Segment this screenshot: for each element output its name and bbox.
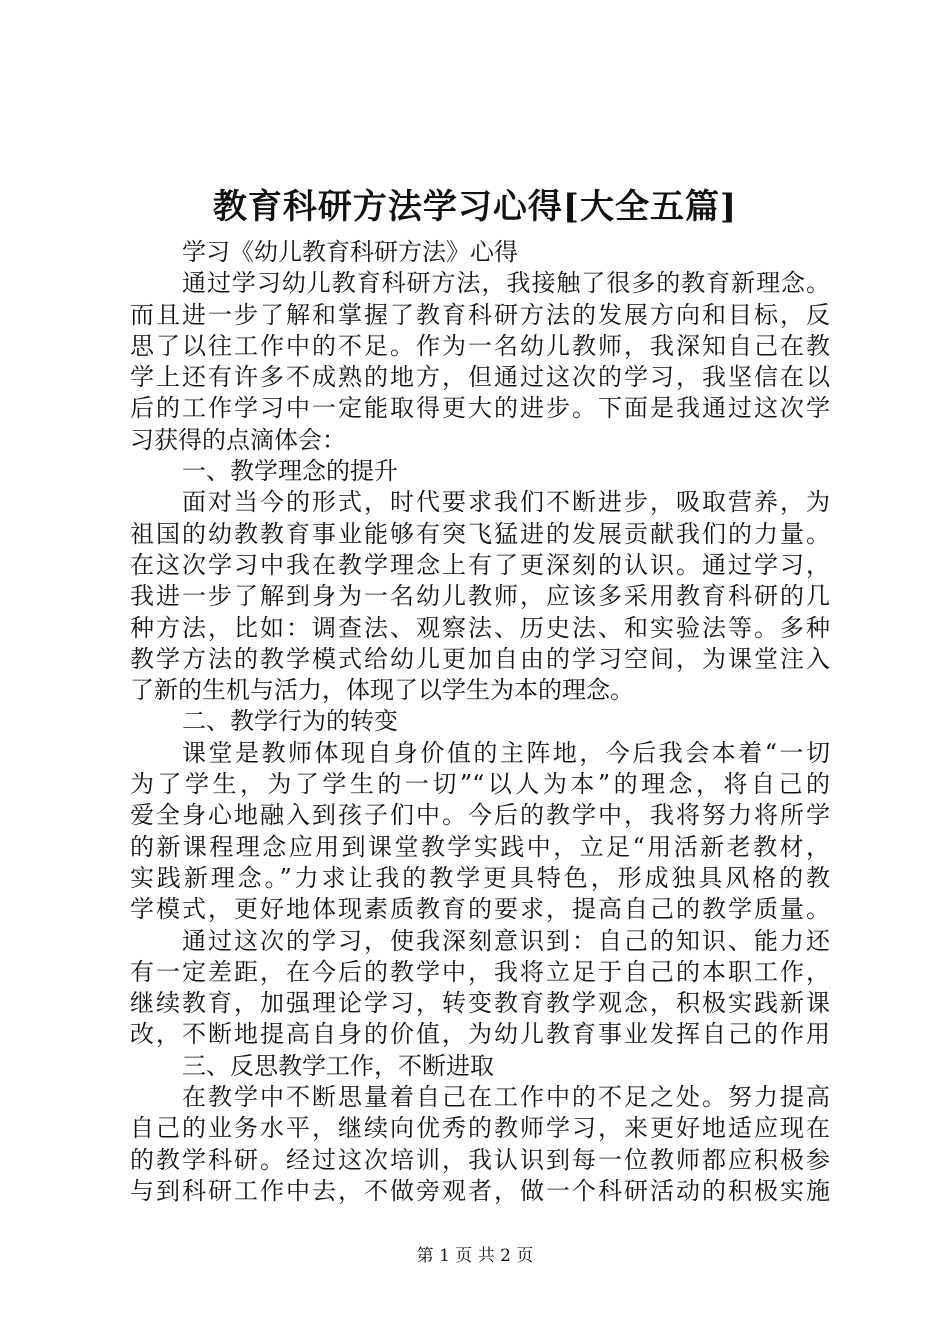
- text-line: 种方法，比如：调查法、观察法、历史法、和实验法等。多种: [130, 613, 830, 642]
- text-line: 学上还有许多不成熟的地方，但通过这次的学习，我坚信在以: [130, 363, 830, 392]
- text-line: 而且进一步了解和掌握了教育科研方法的发展方向和目标，反: [130, 300, 830, 329]
- text-line: 爱全身心地融入到孩子们中。今后的教学中，我将努力将所学: [130, 801, 830, 830]
- text-line: 我进一步了解到身为一名幼儿教师，应该多采用教育科研的几: [130, 582, 830, 611]
- text-line: 一、教学理念的提升: [182, 457, 398, 486]
- text-line: 教学方法的教学模式给幼儿更加自由的学习空间，为课堂注入: [130, 644, 830, 673]
- text-line: 学模式，更好地体现素质教育的要求，提高自己的教学质量。: [130, 895, 830, 924]
- text-line: 在教学中不断思量着自己在工作中的不足之处。努力提高: [182, 1083, 830, 1112]
- text-line: 通过这次的学习，使我深刻意识到：自己的知识、能力还: [182, 926, 830, 955]
- text-line: 二、教学行为的转变: [182, 707, 398, 736]
- document-body: [130, 237, 830, 1207]
- text-line: 在这次学习中我在教学理念上有了更深刻的认识。通过学习，: [130, 550, 830, 579]
- text-line: 学习《幼儿教育科研方法》心得: [182, 238, 518, 266]
- text-line: 三、反思教学工作，不断进取: [182, 1051, 494, 1080]
- text-line: 的教学科研。经过这次培训，我认识到每一位教师都应积极参: [130, 1145, 830, 1174]
- text-line: 后的工作学习中一定能取得更大的进步。下面是我通过这次学: [130, 394, 830, 423]
- text-line: 面对当今的形式，时代要求我们不断进步，吸取营养，为: [182, 488, 830, 517]
- text-line: 有一定差距，在今后的教学中，我将立足于自己的本职工作，: [130, 957, 830, 986]
- text-line: 通过学习幼儿教育科研方法，我接触了很多的教育新理念。: [182, 269, 830, 298]
- text-line: 祖国的幼教教育事业能够有突飞猛进的发展贡献我们的力量。: [130, 519, 830, 548]
- text-line: 的新课程理念应用到课堂教学实践中，立足“用活新老教材，: [130, 832, 830, 861]
- text-line: 继续教育，加强理论学习，转变教育教学观念，积极实践新课: [130, 989, 830, 1018]
- page-footer: 第 1 页 共 2 页: [416, 1246, 534, 1266]
- text-line: 为了学生，为了学生的一切”“以人为本”的理念，将自己的: [130, 770, 830, 799]
- document-title: 教育科研方法学习心得[大全五篇]: [212, 187, 738, 227]
- text-line: 课堂是教师体现自身价值的主阵地，今后我会本着“一切: [182, 738, 830, 767]
- text-line: 实践新理念。”力求让我的教学更具特色，形成独具风格的教: [130, 863, 830, 892]
- text-line: 与到科研工作中去，不做旁观者，做一个科研活动的积极实施: [130, 1176, 830, 1205]
- text-line: 思了以往工作中的不足。作为一名幼儿教师，我深知自己在教: [130, 331, 830, 360]
- text-line: 自己的业务水平，继续向优秀的教师学习，来更好地适应现在: [130, 1114, 830, 1143]
- text-line: 了新的生机与活力，体现了以学生为本的理念。: [130, 676, 634, 705]
- text-line: 习获得的点滴体会：: [130, 425, 346, 454]
- text-line: 改，不断地提高自身的价值，为幼儿教育事业发挥自己的作用: [130, 1020, 830, 1049]
